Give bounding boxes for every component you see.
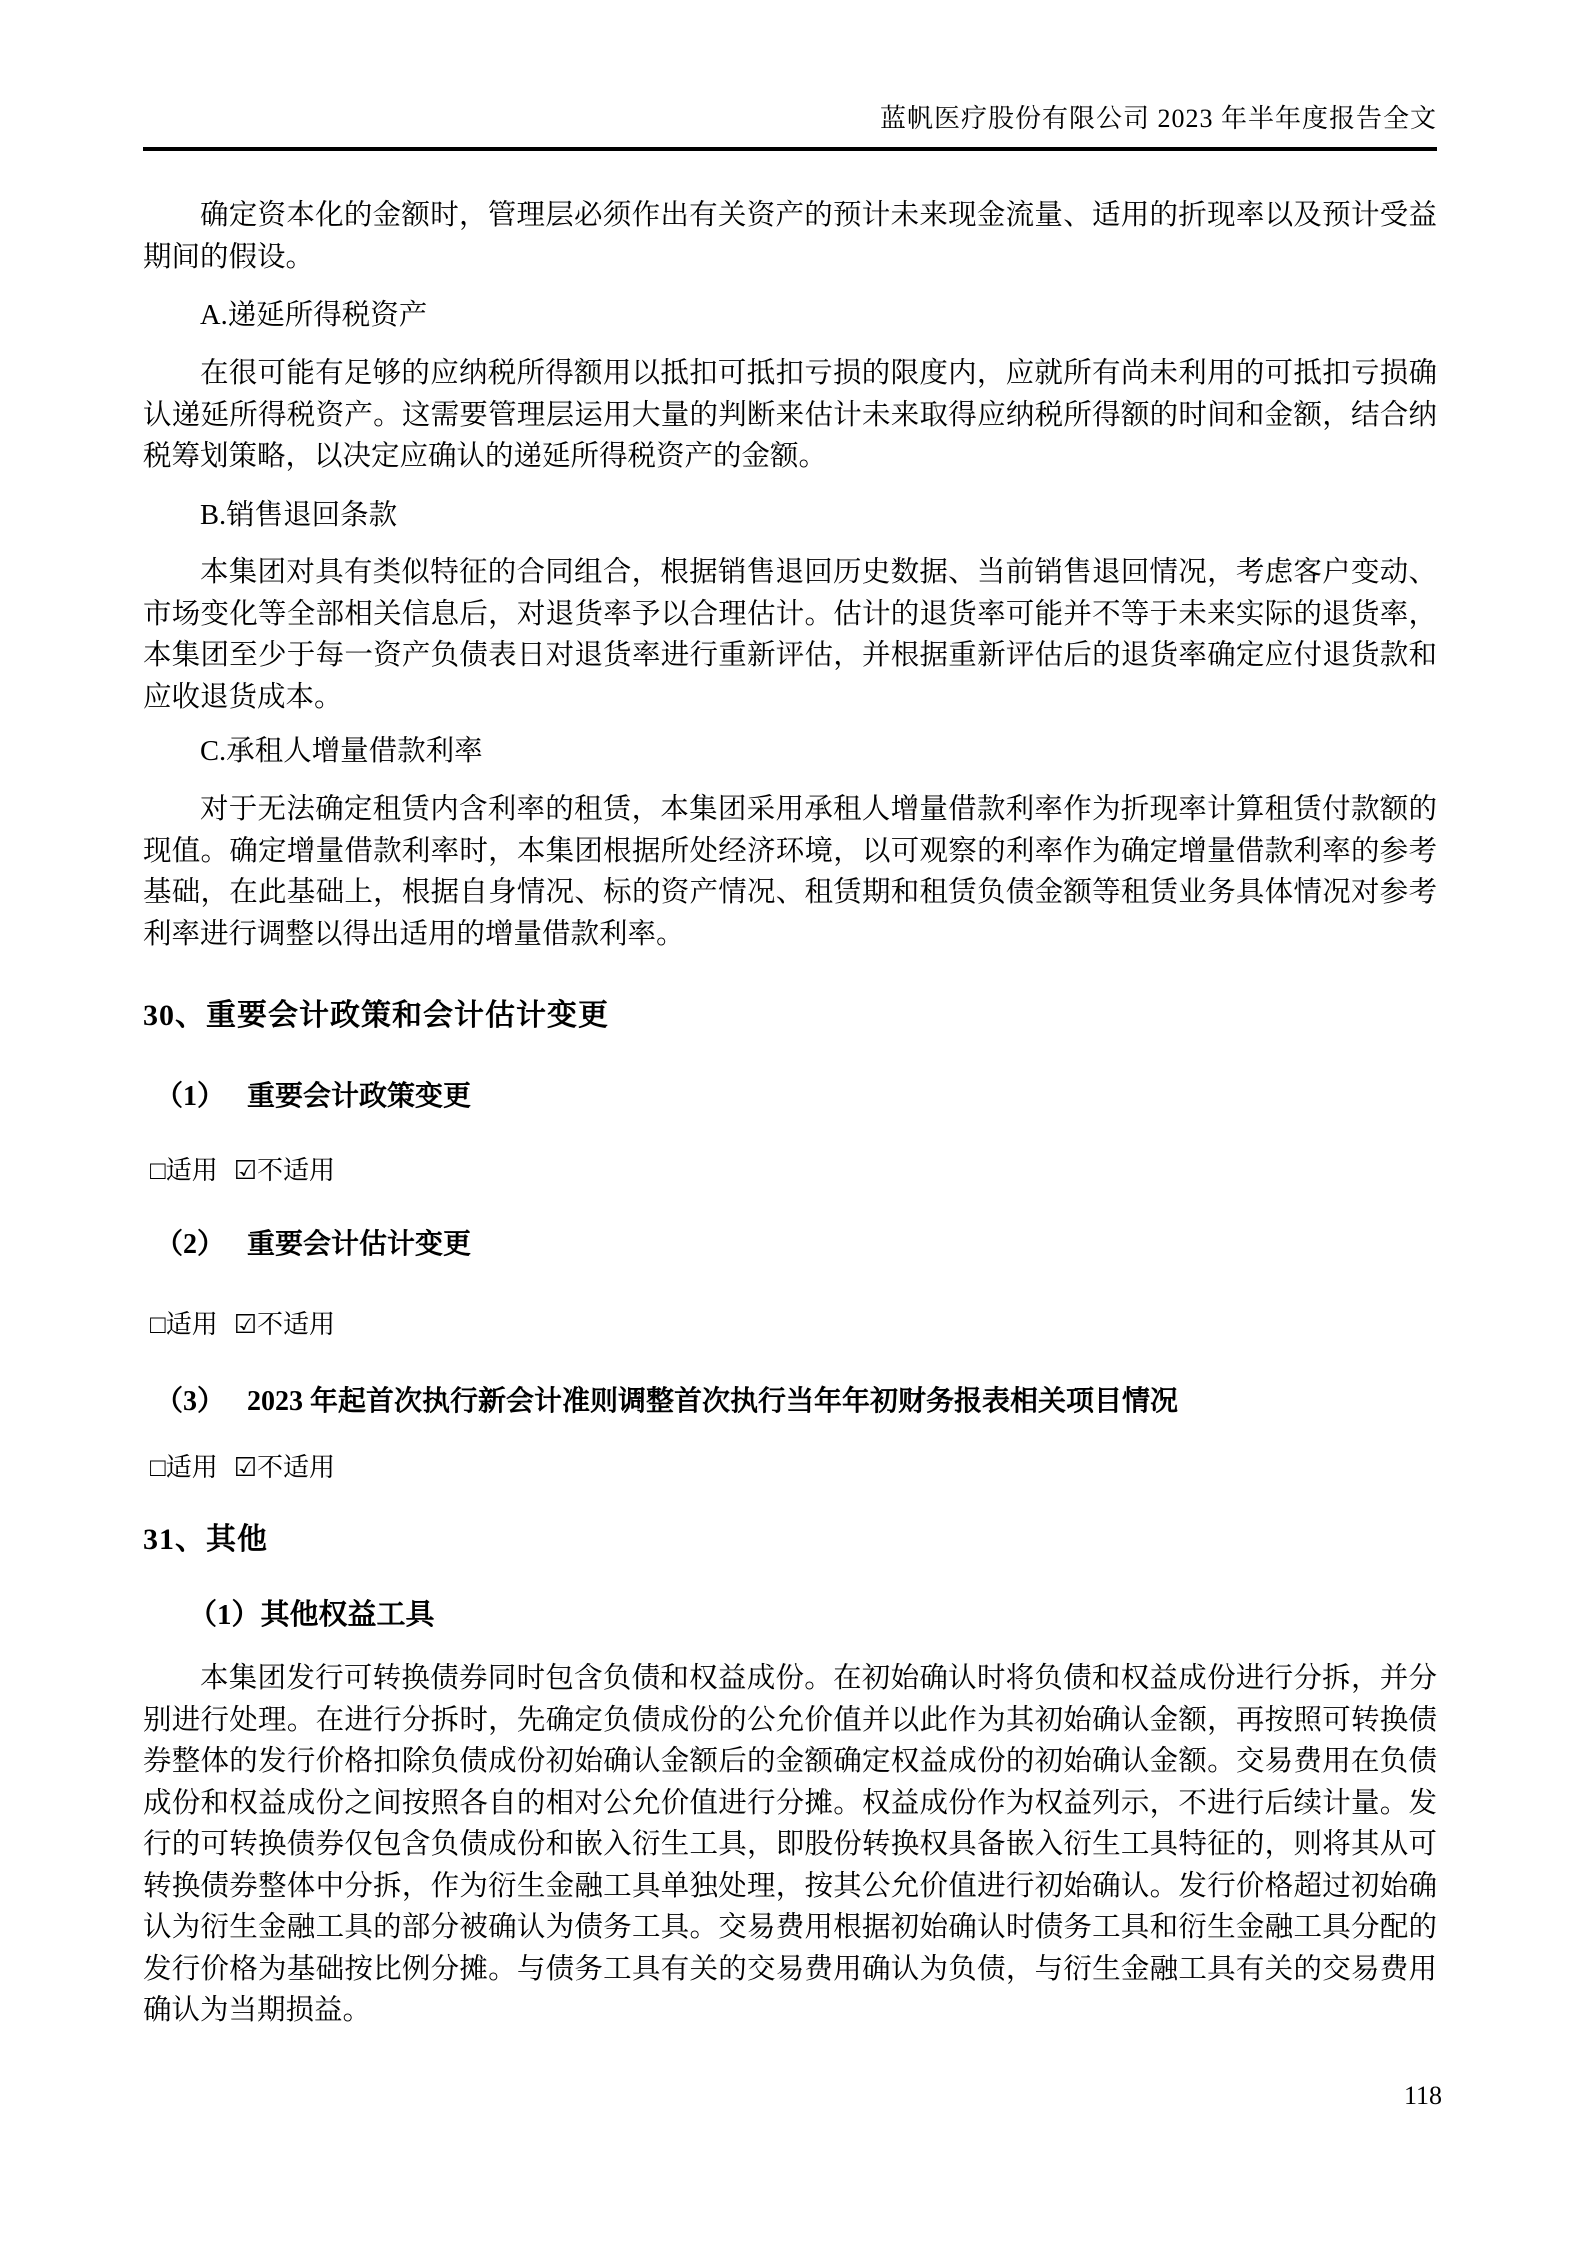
para-deferred-tax-assets: 在很可能有足够的应纳税所得额用以抵扣可抵扣亏损的限度内，应就所有尚未利用的可抵扣亏损确认递延所得税资产。这需要管理层运用大量的判断来估计未来取得应纳税所得额的时间和金额，结合纳税筹划策略，以决定应确认的递延所得税资产的金额。 xyxy=(143,358,1437,472)
section-30-item-1-heading xyxy=(143,1076,1449,1118)
checkbox-not-applicable-1: ☑不适用 xyxy=(233,1156,336,1185)
item-3-label: （3） xyxy=(155,1386,226,1417)
page-number: 118 xyxy=(1403,2081,1442,2110)
para-other-equity-instruments: 本集团发行可转换债券同时包含负债和权益成份。在初始确认时将负债和权益成份进行分拆，并分别进行处理。在进行分拆时，先确定负债成份的公允价值并以此作为其初始确认金额，再按照可转换债券整体的发行价格扣除负债成份初始确认金额后的金额确定权益成份的初始确认金额。交易费用在负债成份和权益成份之间按照各自的相对公允价值进行分摊。权益成份作为权益列示，不进行后续计量。发行的可转换债券仅包含负债成份和嵌入衍生工具，即股份转换权具备嵌入衍生工具特征的，则将其从可转换债券整体中分拆，作为衍生金融工具单独处理，按其公允价值进行初始确认。发行价格超过初始确认为衍生金融工具的部分被确认为债务工具。交易费用根据初始确认时债务工具和衍生金融工具分配的发行价格为基础按比例分摊。与债务工具有关的交易费用确认为负债，与衍生金融工具有关的交易费用确认为当期损益。 xyxy=(143,1663,1437,2026)
checkbox-not-applicable-3: ☑不适用 xyxy=(233,1453,336,1482)
section-30-item-2-heading xyxy=(143,1224,1449,1266)
section-31-sub-heading-other-equity: （1）其他权益工具 xyxy=(188,1599,435,1631)
item-3-title: 2023 年起首次执行新会计准则调整首次执行当年年初财务报表相关项目情况 xyxy=(247,1386,1179,1417)
item-2-label: （2） xyxy=(155,1229,226,1260)
section-30-heading: 30、重要会计政策和会计估计变更 xyxy=(143,999,609,1032)
header-rule xyxy=(143,147,1437,151)
section-31-heading: 31、其他 xyxy=(143,1523,268,1556)
checkbox-applicable-1: □适用 xyxy=(150,1156,218,1185)
checkbox-applicable-2: □适用 xyxy=(150,1310,218,1339)
applicability-line-1 xyxy=(143,1152,1444,1190)
para-capitalization-assumptions: 确定资本化的金额时，管理层必须作出有关资产的预计未来现金流量、适用的折现率以及预计受益期间的假设。 xyxy=(143,200,1437,273)
para-lessee-incremental-borrowing-rate: 对于无法确定租赁内含利率的租赁，本集团采用承租人增量借款利率作为折现率计算租赁付款额的现值。确定增量借款利率时，本集团根据所处经济环境，以可观察的利率作为确定增量借款利率的参考基础，在此基础上，根据自身情况、标的资产情况、租赁期和租赁负债金额等租赁业务具体情况对参考利率进行调整以得出适用的增量借款利率。 xyxy=(143,794,1437,950)
item-1-title: 重要会计政策变更 xyxy=(247,1081,472,1112)
heading-deferred-tax-assets: A.递延所得税资产 xyxy=(200,300,428,331)
page-header-title: 蓝帆医疗股份有限公司 2023 年半年度报告全文 xyxy=(879,104,1437,133)
applicability-line-2 xyxy=(143,1306,1444,1344)
para-sales-return-terms: 本集团对具有类似特征的合同组合，根据销售退回历史数据、当前销售退回情况，考虑客户变动、市场变化等全部相关信息后，对退货率予以合理估计。估计的退货率可能并不等于未来实际的退货率，本集团至少于每一资产负债表日对退货率进行重新评估，并根据重新评估后的退货率确定应付退货款和应收退货成本。 xyxy=(143,557,1437,713)
applicability-line-3 xyxy=(143,1449,1444,1487)
item-2-title: 重要会计估计变更 xyxy=(247,1229,472,1260)
section-30-item-3-heading xyxy=(143,1381,1449,1423)
checkbox-applicable-3: □适用 xyxy=(150,1453,218,1482)
item-1-label: （1） xyxy=(155,1081,226,1112)
heading-lessee-incremental-borrowing-rate: C.承租人增量借款利率 xyxy=(200,736,483,767)
checkbox-not-applicable-2: ☑不适用 xyxy=(233,1310,336,1339)
heading-sales-return-terms: B.销售退回条款 xyxy=(200,500,398,531)
